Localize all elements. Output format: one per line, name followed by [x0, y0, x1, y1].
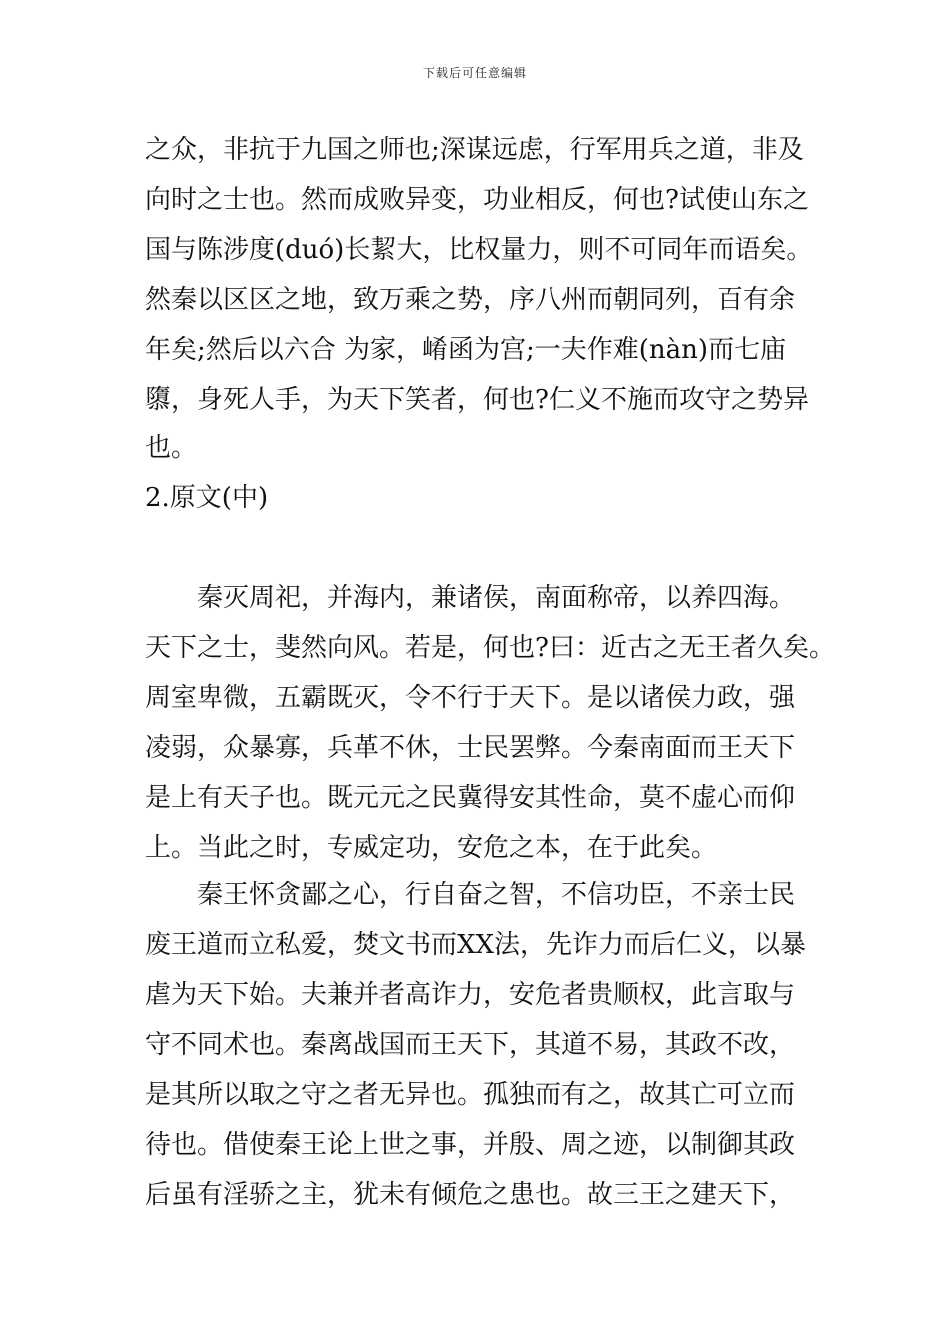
text-line: 秦王怀贪鄙之心，行自奋之智，不信功臣，不亲士民: [145, 880, 796, 910]
text-line: 国与陈涉度(duó)长絜大，比权量力，则不可同年而语矣。: [145, 235, 813, 265]
text-line: 隳，身死人手，为天下笑者，何也?仁义不施而攻守之势异: [145, 385, 809, 415]
text-line: 是其所以取之守之者无异也。孤独而有之，故其亡可立而: [145, 1080, 796, 1110]
text-line: 虐为天下始。夫兼并者高诈力，安危者贵顺权，此言取与: [145, 980, 796, 1010]
text-line: 也。: [145, 433, 198, 463]
text-line: 秦灭周祀，并海内，兼诸侯，南面称帝，以养四海。: [145, 583, 796, 613]
text-line: 废王道而立私爱，焚文书而XX法，先诈力而后仁义，以暴: [145, 930, 807, 960]
section-heading: 2.原文(中): [145, 483, 269, 513]
text-line: 周室卑微，五霸既灭，令不行于天下。是以诸侯力政，强: [145, 683, 796, 713]
text-line: 守不同术也。秦离战国而王天下，其道不易，其政不改，: [145, 1030, 796, 1060]
text-line: 之众，非抗于九国之师也;深谋远虑，行军用兵之道，非及: [145, 135, 804, 165]
text-line: 然秦以区区之地，致万乘之势，序八州而朝同列，百有余: [145, 285, 796, 315]
text-line: 后虽有淫骄之主，犹未有倾危之患也。故三王之建天下，: [145, 1180, 796, 1210]
text-line: 是上有天子也。既元元之民冀得安其性命，莫不虚心而仰: [145, 783, 796, 813]
text-line: 天下之士，斐然向风。若是，何也?曰：近古之无王者久矣。: [145, 633, 835, 663]
text-line: 上。当此之时，专威定功，安危之本，在于此矣。: [145, 833, 718, 863]
text-line: 待也。借使秦王论上世之事，并殷、周之迹，以制御其政: [145, 1130, 796, 1160]
text-line: 凌弱，众暴寡，兵革不休，士民罢弊。今秦南面而王天下: [145, 733, 796, 763]
text-line: 向时之士也。然而成败异变，功业相反，何也?试使山东之: [145, 185, 809, 215]
text-line: 年矣;然后以六合 为家，崤函为宫;一夫作难(nàn)而七庙: [145, 335, 787, 365]
page-header: 下载后可任意编辑: [422, 66, 527, 80]
